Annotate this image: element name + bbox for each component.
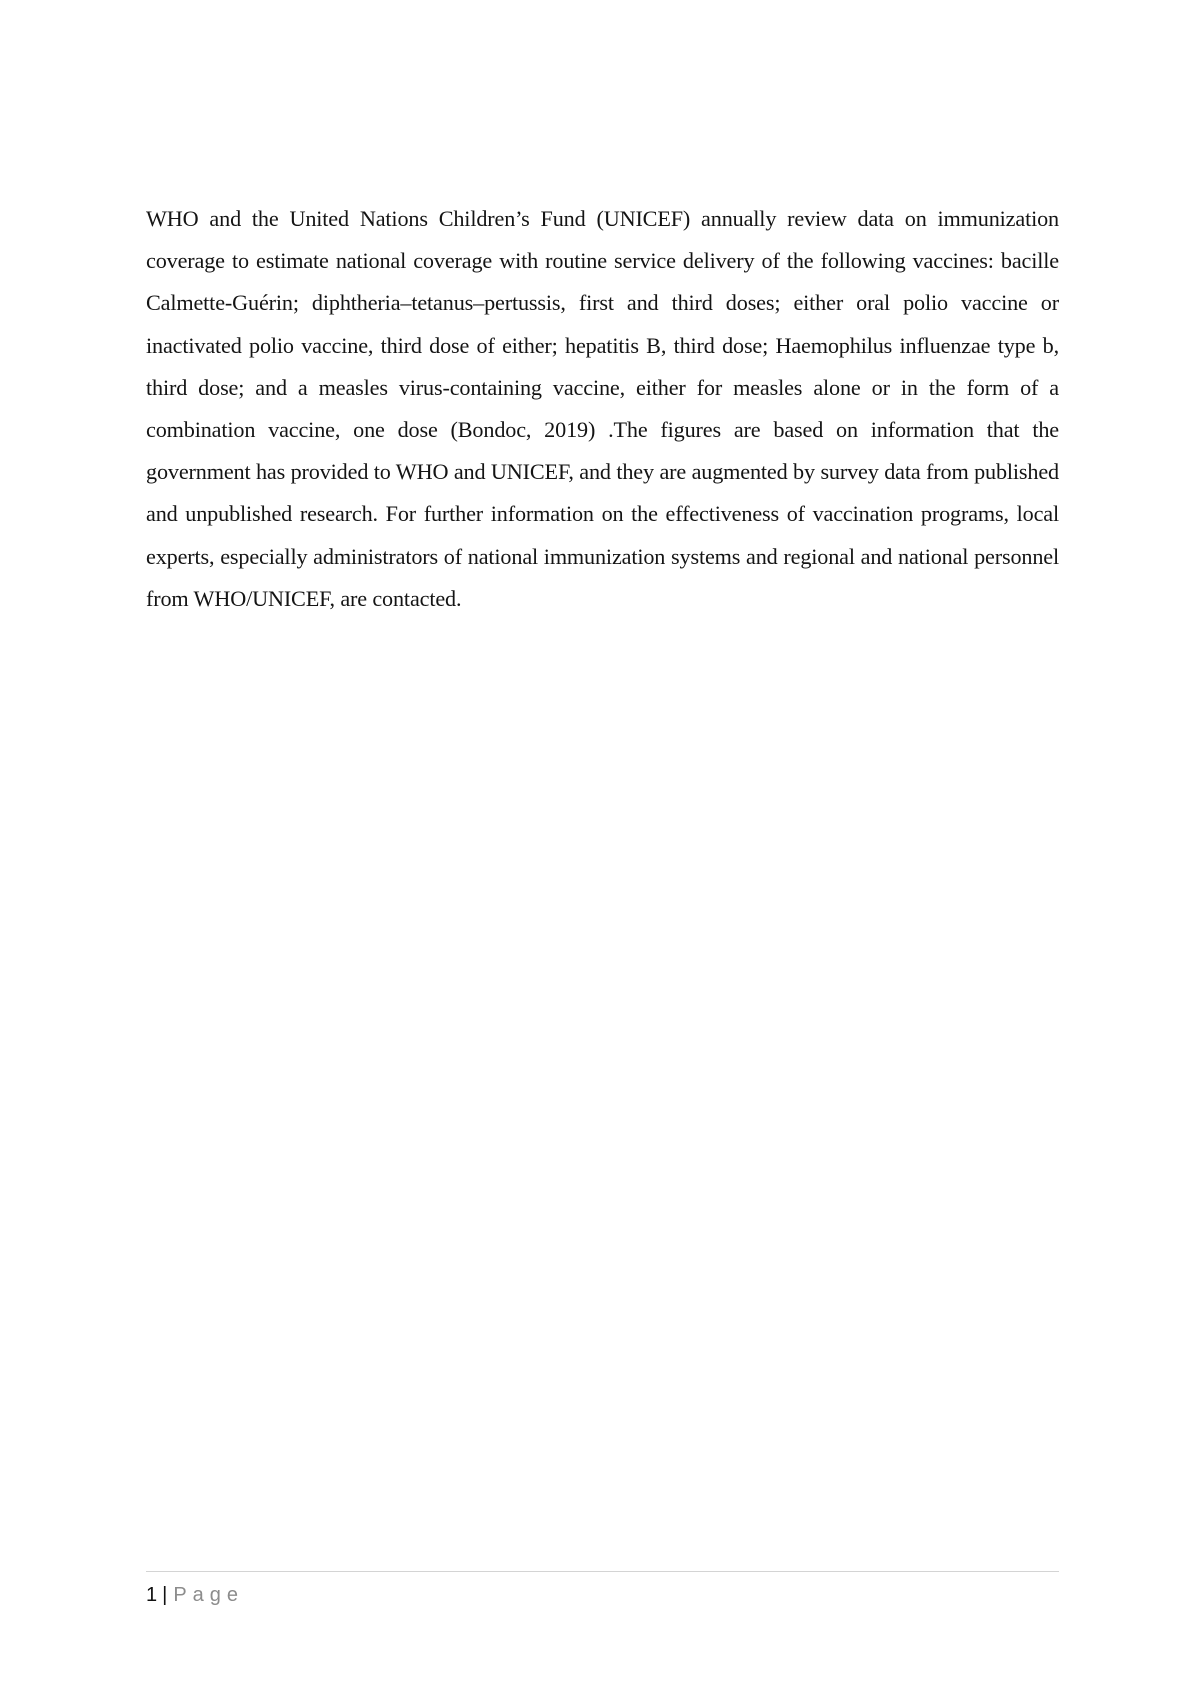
footer-divider: [146, 1571, 1059, 1572]
page-separator: |: [162, 1584, 168, 1606]
page-label: Page: [173, 1584, 245, 1606]
page-number: 1: [146, 1584, 158, 1606]
body-paragraph: WHO and the United Nations Children’s Fund (UNICEF) annually review data on immunization coverage to estimate national coverage with routine service delivery of the following vaccines: bacille Calmette-Guérin; diphtheria–tetanus–pertussis, first and third doses; either oral polio vaccine or inactivated polio vaccine, third dose of either; hepatitis B, third dose; Haemophilus influenzae type b, third dose; and a measles virus-containing vaccine, either for measles alone or in the form of a combination vaccine, one dose (Bondoc, 2019) .The figures are based on information that the government has provided to WHO and UNICEF, and they are augmented by survey data from published and unpublished research. For further information on the effectiveness of vaccination programs, local experts, especially administrators of national immunization systems and regional and national personnel from WHO/UNICEF, are contacted.: [146, 206, 1059, 611]
page-footer: [146, 1580, 244, 1610]
